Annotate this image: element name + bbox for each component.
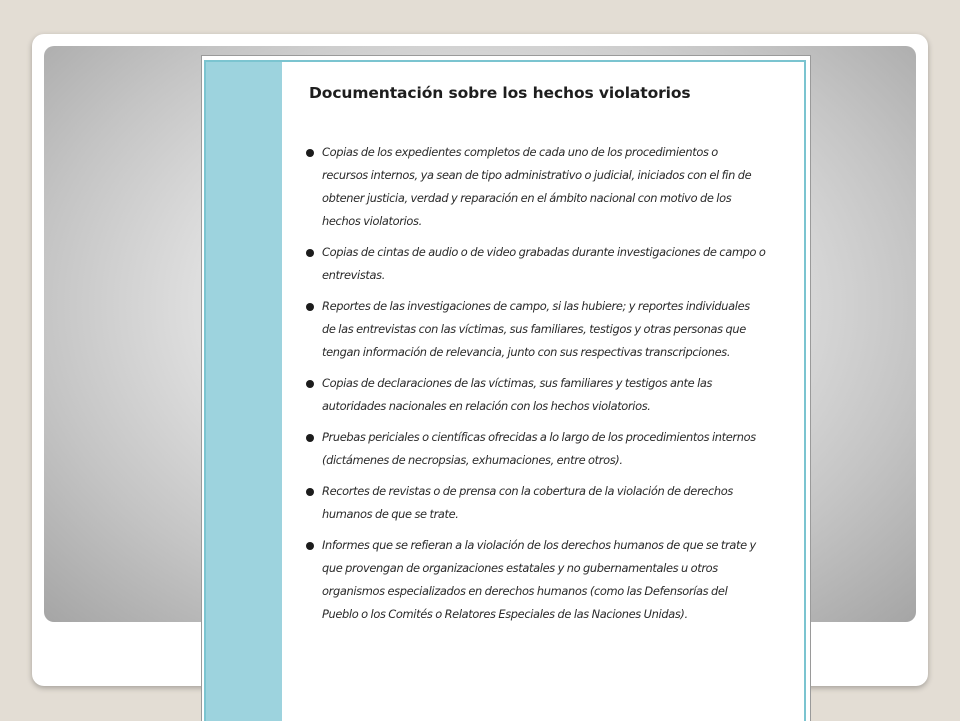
list-item xyxy=(304,295,766,364)
list-item xyxy=(304,141,766,233)
list-item xyxy=(304,241,766,287)
bullet-icon xyxy=(306,149,314,157)
document-frame xyxy=(204,60,806,721)
list-item-text: Copias de declaraciones de las víctimas, sus familiares y testigos ante las autoridades nacionales en relación con los hechos violatorios. xyxy=(322,376,713,413)
list-item-text: Informes que se refieran a la violación de los derechos humanos de que se trate y que provengan de organizaciones estatales y no gubernamentales u otros organismos especializados en derechos humanos (como las Defensorías del Pueblo o los Comités o Relatores Especiales de las Naciones Unidas). xyxy=(322,538,756,621)
bullet-icon xyxy=(306,249,314,257)
document-list xyxy=(304,141,766,634)
list-item-text: Reportes de las investigaciones de campo, si las hubiere; y reportes individuales de las entrevistas con las víctimas, sus familiares, testigos y otras personas que tengan información de relevancia, junto con sus respectivas transcripciones. xyxy=(322,299,750,359)
bullet-icon xyxy=(306,380,314,388)
list-item xyxy=(304,480,766,526)
document-image xyxy=(201,55,811,721)
bullet-icon xyxy=(306,434,314,442)
list-item xyxy=(304,426,766,472)
bullet-icon xyxy=(306,542,314,550)
document-title: Documentación sobre los hechos violatorios xyxy=(309,84,691,102)
accent-side-bar xyxy=(206,62,282,721)
list-item-text: Pruebas periciales o científicas ofrecidas a lo largo de los procedimientos internos (dictámenes de necropsias, exhumaciones, entre otros). xyxy=(322,430,756,467)
list-item-text: Copias de los expedientes completos de cada uno de los procedimientos o recursos internos, ya sean de tipo administrativo o judicial, iniciados con el fin de obtener justicia, verdad y reparación en el ámbito nacional con motivo de los hechos violatorios. xyxy=(322,145,752,228)
list-item-text: Recortes de revistas o de prensa con la cobertura de la violación de derechos humanos de que se trate. xyxy=(322,484,733,521)
bullet-icon xyxy=(306,488,314,496)
list-item-text: Copias de cintas de audio o de video grabadas durante investigaciones de campo o entrevistas. xyxy=(322,245,766,282)
bullet-icon xyxy=(306,303,314,311)
list-item xyxy=(304,372,766,418)
list-item xyxy=(304,534,766,626)
